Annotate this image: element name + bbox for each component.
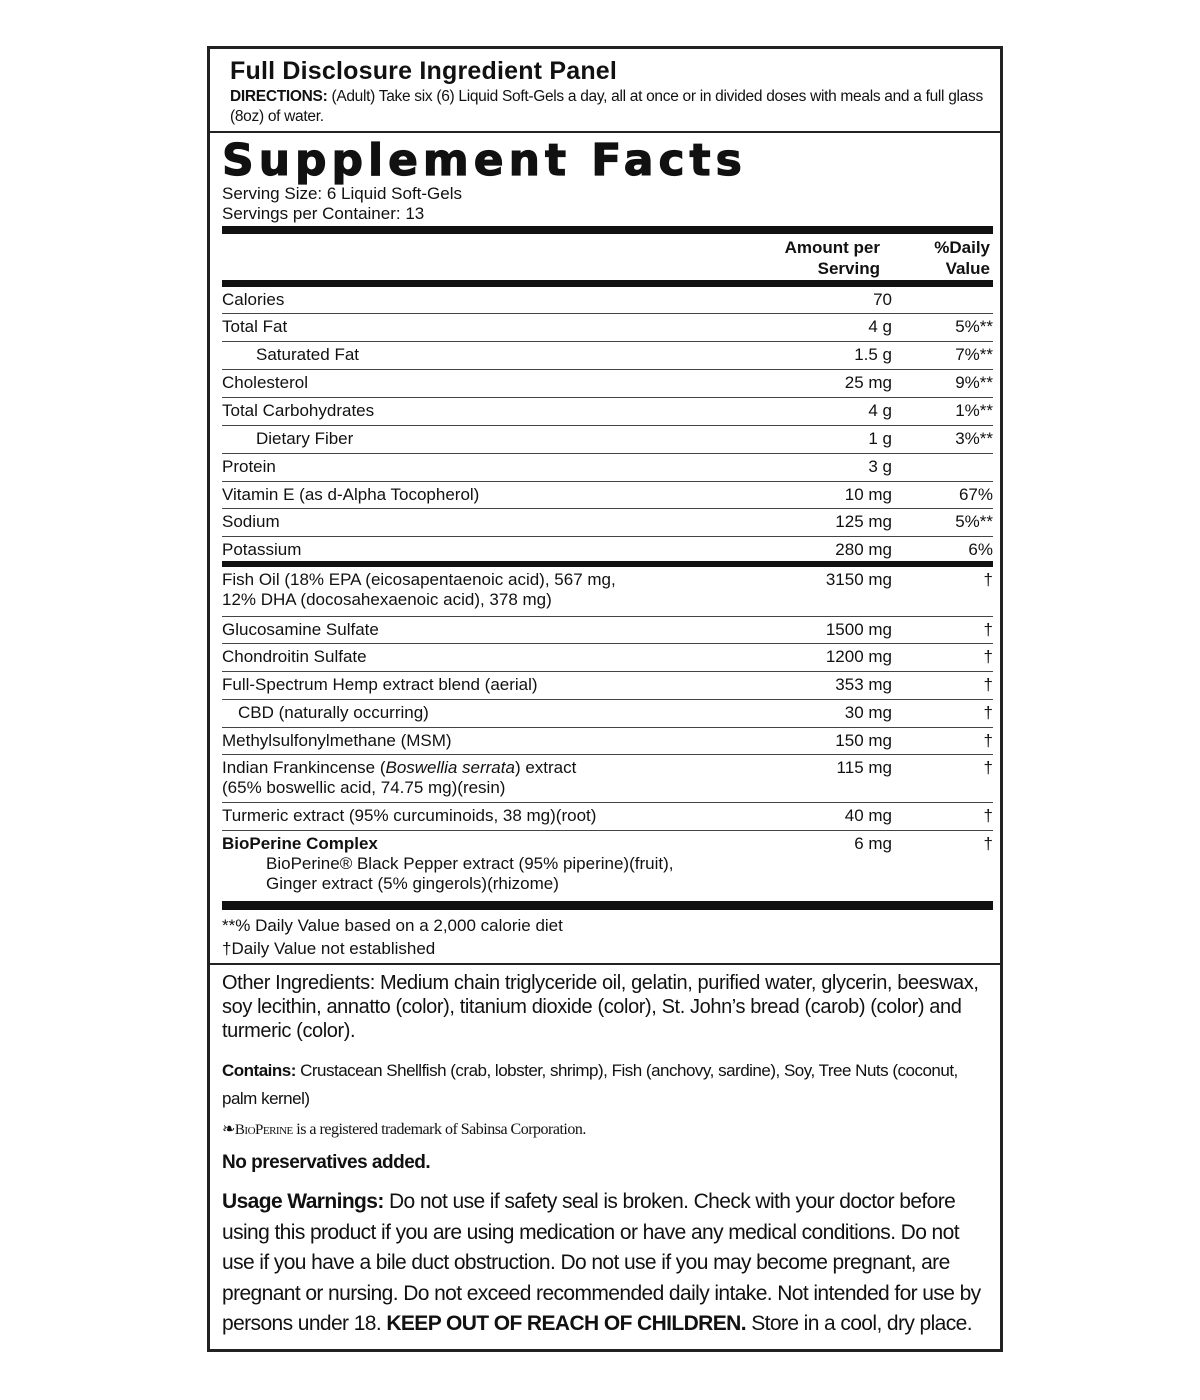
contains-label: Contains: xyxy=(222,1061,296,1080)
thick-rule xyxy=(222,280,993,287)
serving-size: Serving Size: 6 Liquid Soft-Gels xyxy=(222,184,463,203)
column-header-daily-value: %Daily Value xyxy=(934,238,990,278)
table-row: Saturated Fat 1.5 g 7%** xyxy=(222,342,993,370)
table-row: Methylsulfonylmethane (MSM) 150 mg † xyxy=(222,728,993,755)
panel-title: Full Disclosure Ingredient Panel xyxy=(230,57,618,85)
table-row: Calories 70 xyxy=(222,287,993,314)
table-row: CBD (naturally occurring) 30 mg † xyxy=(222,700,993,728)
supplement-facts xyxy=(210,133,1000,965)
table-row: Protein 3 g xyxy=(222,454,993,482)
table-row: Sodium 125 mg 5%** xyxy=(222,509,993,537)
directions-label: DIRECTIONS: xyxy=(230,88,328,105)
table-row: Chondroitin Sulfate 1200 mg † xyxy=(222,644,993,672)
table-row: Indian Frankincense (Boswellia serrata) extract (65% boswellic acid, 74.75 mg)(resin) 115 mg † xyxy=(222,755,993,803)
thick-rule xyxy=(222,226,993,234)
other-information xyxy=(222,971,992,1340)
no-preservatives: No preservatives added. xyxy=(222,1152,431,1173)
table-row: Dietary Fiber 1 g 3%** xyxy=(222,426,993,454)
allergen-contains xyxy=(222,1057,992,1113)
panel-header xyxy=(210,49,1000,133)
footnote-daily-value: **% Daily Value based on a 2,000 calorie diet xyxy=(222,916,563,935)
usage-warnings xyxy=(222,1187,992,1340)
table-row: Cholesterol 25 mg 9%** xyxy=(222,370,993,398)
ingredient-panel xyxy=(207,46,1003,1352)
contains-text: Crustacean Shellfish (crab, lobster, shrimp), Fish (anchovy, sardine), Soy, Tree Nuts (coconut, palm kernel) xyxy=(222,1061,958,1108)
bioperine-logo: BioPerine xyxy=(234,1122,293,1138)
facts-title: Supplement Facts xyxy=(222,135,747,186)
directions xyxy=(230,87,1000,127)
table-row: Full-Spectrum Hemp extract blend (aerial) 353 mg † xyxy=(222,672,993,700)
table-row: Turmeric extract (95% curcuminoids, 38 mg)(root) 40 mg † xyxy=(222,803,993,831)
trademark-text: is a registered trademark of Sabinsa Corporation. xyxy=(292,1121,586,1138)
table-row: Vitamin E (as d-Alpha Tocopherol) 10 mg 67% xyxy=(222,482,993,509)
table-row: Fish Oil (18% EPA (eicosapentaenoic acid), 567 mg, 12% DHA (docosahexaenoic acid), 378 mg) 3150 mg † xyxy=(222,567,993,617)
trademark-notice xyxy=(222,1119,992,1141)
footnote-not-established: †Daily Value not established xyxy=(222,939,436,958)
usage-text: Do not use if safety seal is broken. Check with your doctor before using this product if you are using medication or have any medical conditions. Do not use if you have a bile duct obstruction. Do not use if you may become pregnant, are pregnant or nursing. Do not exceed recommended daily intake. Not intended for use by persons under 18. xyxy=(222,1190,981,1335)
thick-rule xyxy=(222,901,993,910)
servings-per-container: Servings per Container: 13 xyxy=(222,204,425,223)
keep-out-of-reach: KEEP OUT OF REACH OF CHILDREN. xyxy=(386,1312,746,1335)
usage-end: Store in a cool, dry place. xyxy=(745,1312,972,1335)
table-row: BioPerine Complex BioPerine® Black Pepper extract (95% piperine)(fruit), Ginger extract (5% gingerols)(rhizome) 6 mg † xyxy=(222,834,993,893)
directions-text: (Adult) Take six (6) Liquid Soft-Gels a day, all at once or in divided doses with meals and a full glass (8oz) of water. xyxy=(230,88,983,125)
usage-label: Usage Warnings: xyxy=(222,1190,384,1213)
table-row: Potassium 280 mg 6% xyxy=(222,540,993,559)
other-ingredients: Other Ingredients: Medium chain triglyceride oil, gelatin, purified water, glycerin, beeswax, soy lecithin, annatto (color), titanium dioxide (color), St. John’s bread (carob) (color) and turmeric (color). xyxy=(222,972,979,1042)
column-header-amount: Amount per Serving xyxy=(784,238,880,278)
pepper-leaf-icon: ❧ xyxy=(222,1121,235,1138)
table-row: Total Fat 4 g 5%** xyxy=(222,314,993,342)
table-row: Total Carbohydrates 4 g 1%** xyxy=(222,398,993,426)
table-row: Glucosamine Sulfate 1500 mg † xyxy=(222,617,993,644)
